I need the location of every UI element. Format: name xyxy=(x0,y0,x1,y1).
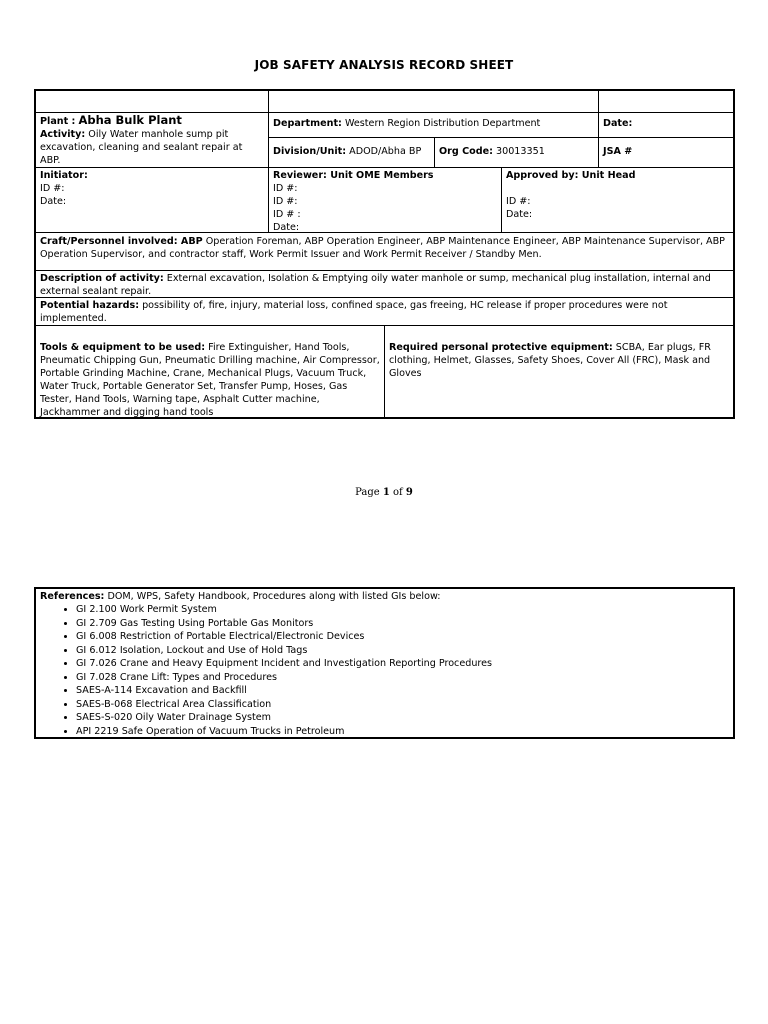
reviewer-label: Reviewer: Unit OME Members xyxy=(273,170,434,181)
org-code-label: Org Code: xyxy=(439,146,493,157)
activity-label: Activity: xyxy=(40,129,86,140)
craft-cell xyxy=(36,234,733,262)
hazards-label: Potential hazards: xyxy=(40,300,140,311)
ppe-label: Required personal protective equipment: xyxy=(389,342,613,353)
division-label: Division/Unit: xyxy=(273,146,347,157)
reference-item: • SAES-B-068 Electrical Area Classification xyxy=(76,698,729,712)
initiator-id: ID #: xyxy=(40,183,65,194)
reference-item: • GI 7.028 Crane Lift: Types and Procedures xyxy=(76,671,729,685)
initiator-label: Initiator: xyxy=(40,170,88,181)
references-list xyxy=(40,603,729,738)
reviewer-id-1: ID #: xyxy=(273,183,298,194)
jsa-number-label: JSA # xyxy=(603,146,633,157)
page-prefix: Page xyxy=(355,487,383,498)
plant-activity-cell xyxy=(36,113,268,167)
initiator-date: Date: xyxy=(40,196,67,207)
approved-cell xyxy=(502,168,733,222)
document-title: JOB SAFETY ANALYSIS RECORD SHEET xyxy=(254,58,514,72)
references-intro: DOM, WPS, Safety Handbook, Procedures along with listed GIs below: xyxy=(104,591,441,602)
activity-value: Oily Water manhole sump pit excavation, cleaning and sealant repair at ABP. xyxy=(40,129,243,166)
reference-item: • GI 2.709 Gas Testing Using Portable Gas Monitors xyxy=(76,617,729,631)
approved-date: Date: xyxy=(506,209,533,220)
reviewer-cell xyxy=(269,168,501,235)
ppe-value: SCBA, Ear plugs, FR clothing, Helmet, Glasses, Safety Shoes, Cover All (FRC), Mask and Gloves xyxy=(389,342,711,379)
page-current: 1 xyxy=(382,487,390,498)
division-cell xyxy=(269,144,434,159)
reference-item: • API 2219 Safe Operation of Vacuum Trucks in Petroleum xyxy=(76,725,729,739)
reviewer-id-3: ID # : xyxy=(273,209,301,220)
description-cell xyxy=(36,271,733,299)
reference-item: • SAES-A-114 Excavation and Backfill xyxy=(76,684,729,698)
tools-cell xyxy=(36,340,384,420)
hazards-value: possibility of, fire, injury, material loss, confined space, gas freeing, HC release if proper procedures were not implemented. xyxy=(40,300,668,324)
references-label: References: xyxy=(40,591,105,602)
references-box xyxy=(34,587,735,739)
department-value: Western Region Distribution Department xyxy=(344,118,541,129)
reviewer-id-2: ID #: xyxy=(273,196,298,207)
reference-item: • GI 7.026 Crane and Heavy Equipment Incident and Investigation Reporting Procedures xyxy=(76,657,729,671)
org-code-cell xyxy=(435,144,598,159)
hazards-cell xyxy=(36,298,733,326)
craft-value: Operation Foreman, ABP Operation Engineer, ABP Maintenance Engineer, ABP Maintenance Supervisor, ABP Operation Supervisor, and contractor staff, Work Permit Issuer and Work Permit Receiver / Standby Men. xyxy=(40,236,725,260)
page-of: of xyxy=(389,487,406,498)
tools-label: Tools & equipment to be used: xyxy=(40,342,206,353)
reviewer-date: Date: xyxy=(273,222,300,233)
page-number xyxy=(0,487,768,498)
department-cell xyxy=(269,116,598,131)
reference-item: • GI 6.008 Restriction of Portable Electrical/Electronic Devices xyxy=(76,630,729,644)
description-value: External excavation, Isolation & Emptying oily water manhole or sump, mechanical plug installation, internal and external sealant repair. xyxy=(40,273,711,297)
page-total: 9 xyxy=(405,487,413,498)
date-label: Date: xyxy=(603,118,633,129)
craft-label: Craft/Personnel involved: ABP xyxy=(40,236,203,247)
plant-label: Plant : xyxy=(40,116,76,127)
tools-value: Fire Extinguisher, Hand Tools, Pneumatic Chipping Gun, Pneumatic Drilling machine, Air Compressor, Portable Grinding Machine, Crane, Mechanical Plugs, Vacuum Truck, Water Truck, Portable Generator Set, Transfer Pump, Hoses, Gas Tester, Hand Tools, Warning tape, Asphalt Cutter machine, Jackhammer and digging hand tools xyxy=(40,342,380,418)
plant-name: Abha Bulk Plant xyxy=(78,113,182,127)
reference-item: • GI 2.100 Work Permit System xyxy=(76,603,729,617)
ppe-cell xyxy=(385,340,733,381)
approved-label: Approved by: Unit Head xyxy=(506,170,636,181)
department-label: Department: xyxy=(273,118,342,129)
jsa-form-table xyxy=(34,89,735,419)
reference-item: • GI 6.012 Isolation, Lockout and Use of Hold Tags xyxy=(76,644,729,658)
division-value: ADOD/Abha BP xyxy=(349,146,422,157)
approved-id: ID #: xyxy=(506,196,531,207)
org-code-value: 30013351 xyxy=(496,146,545,157)
initiator-cell xyxy=(36,168,268,209)
reference-item: • SAES-S-020 Oily Water Drainage System xyxy=(76,711,729,725)
description-label: Description of activity: xyxy=(40,273,164,284)
